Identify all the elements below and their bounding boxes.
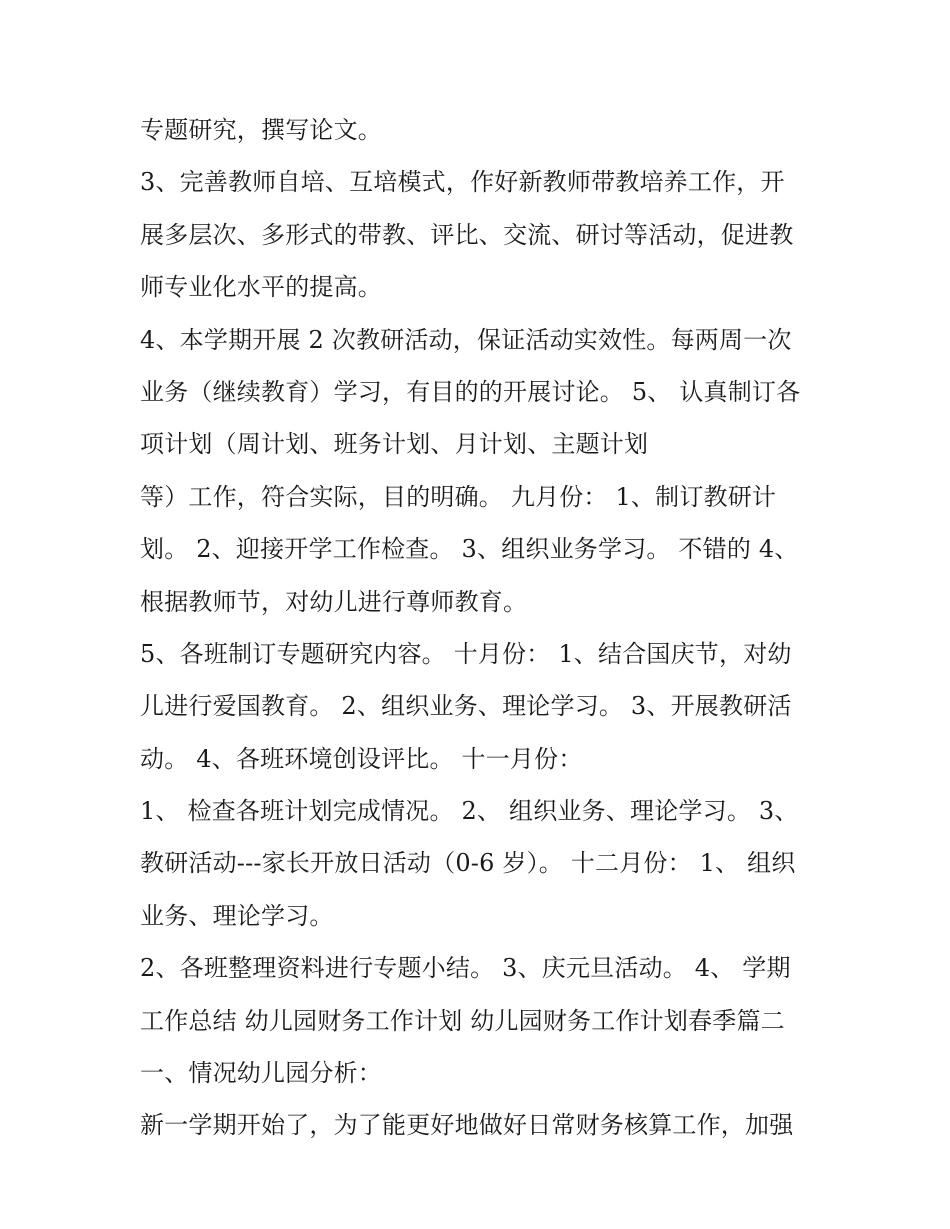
text-line: 教研活动---家长开放日活动（0-6 岁）。 十二月份： 1、 组织 — [140, 849, 796, 878]
text-line: 新一学期开始了，为了能更好地做好日常财务核算工作，加强 — [140, 1111, 794, 1140]
text-line: 5、各班制订专题研究内容。 十月份： 1、结合国庆节，对幼 — [140, 639, 792, 668]
text-line: 展多层次、多形式的带教、评比、交流、研讨等活动，促进教 — [140, 220, 794, 249]
text-line: 根据教师节，对幼儿进行尊师教育。 — [140, 587, 528, 616]
text-line: 1、 检查各班计划完成情况。 2、 组织业务、理论学习。 3、 — [140, 797, 799, 826]
text-line: 工作总结 幼儿园财务工作计划 幼儿园财务工作计划春季篇二 — [140, 1006, 785, 1035]
text-line: 专题研究，撰写论文。 — [140, 116, 382, 144]
text-line: 儿进行爱国教育。 2、组织业务、理论学习。 3、开展教研活 — [140, 692, 792, 721]
text-line: 业务、理论学习。 — [140, 901, 334, 930]
text-line: 业务（继续教育）学习，有目的的开展讨论。 5、 认真制订各 — [140, 377, 801, 406]
document-body — [140, 104, 840, 1152]
text-line: 项计划（周计划、班务计划、月计划、主题计划 — [140, 430, 649, 459]
text-line: 3、完善教师自培、互培模式，作好新教师带教培养工作，开 — [140, 168, 785, 197]
text-line: 师专业化水平的提高。 — [140, 273, 382, 302]
text-line: 划。 2、迎接开学工作检查。 3、组织业务学习。 不错的 4、 — [140, 535, 799, 564]
text-line: 4、本学期开展 2 次教研活动，保证活动实效性。每两周一次 — [140, 325, 792, 354]
text-line: 等）工作，符合实际，目的明确。 九月份： 1、制订教研计 — [140, 482, 777, 511]
text-line: 动。 4、各班环境创设评比。 十一月份： — [140, 744, 583, 773]
text-line: 一、情况幼儿园分析： — [140, 1059, 382, 1088]
text-line: 2、各班整理资料进行专题小结。 3、庆元旦活动。 4、 学期 — [140, 954, 791, 983]
